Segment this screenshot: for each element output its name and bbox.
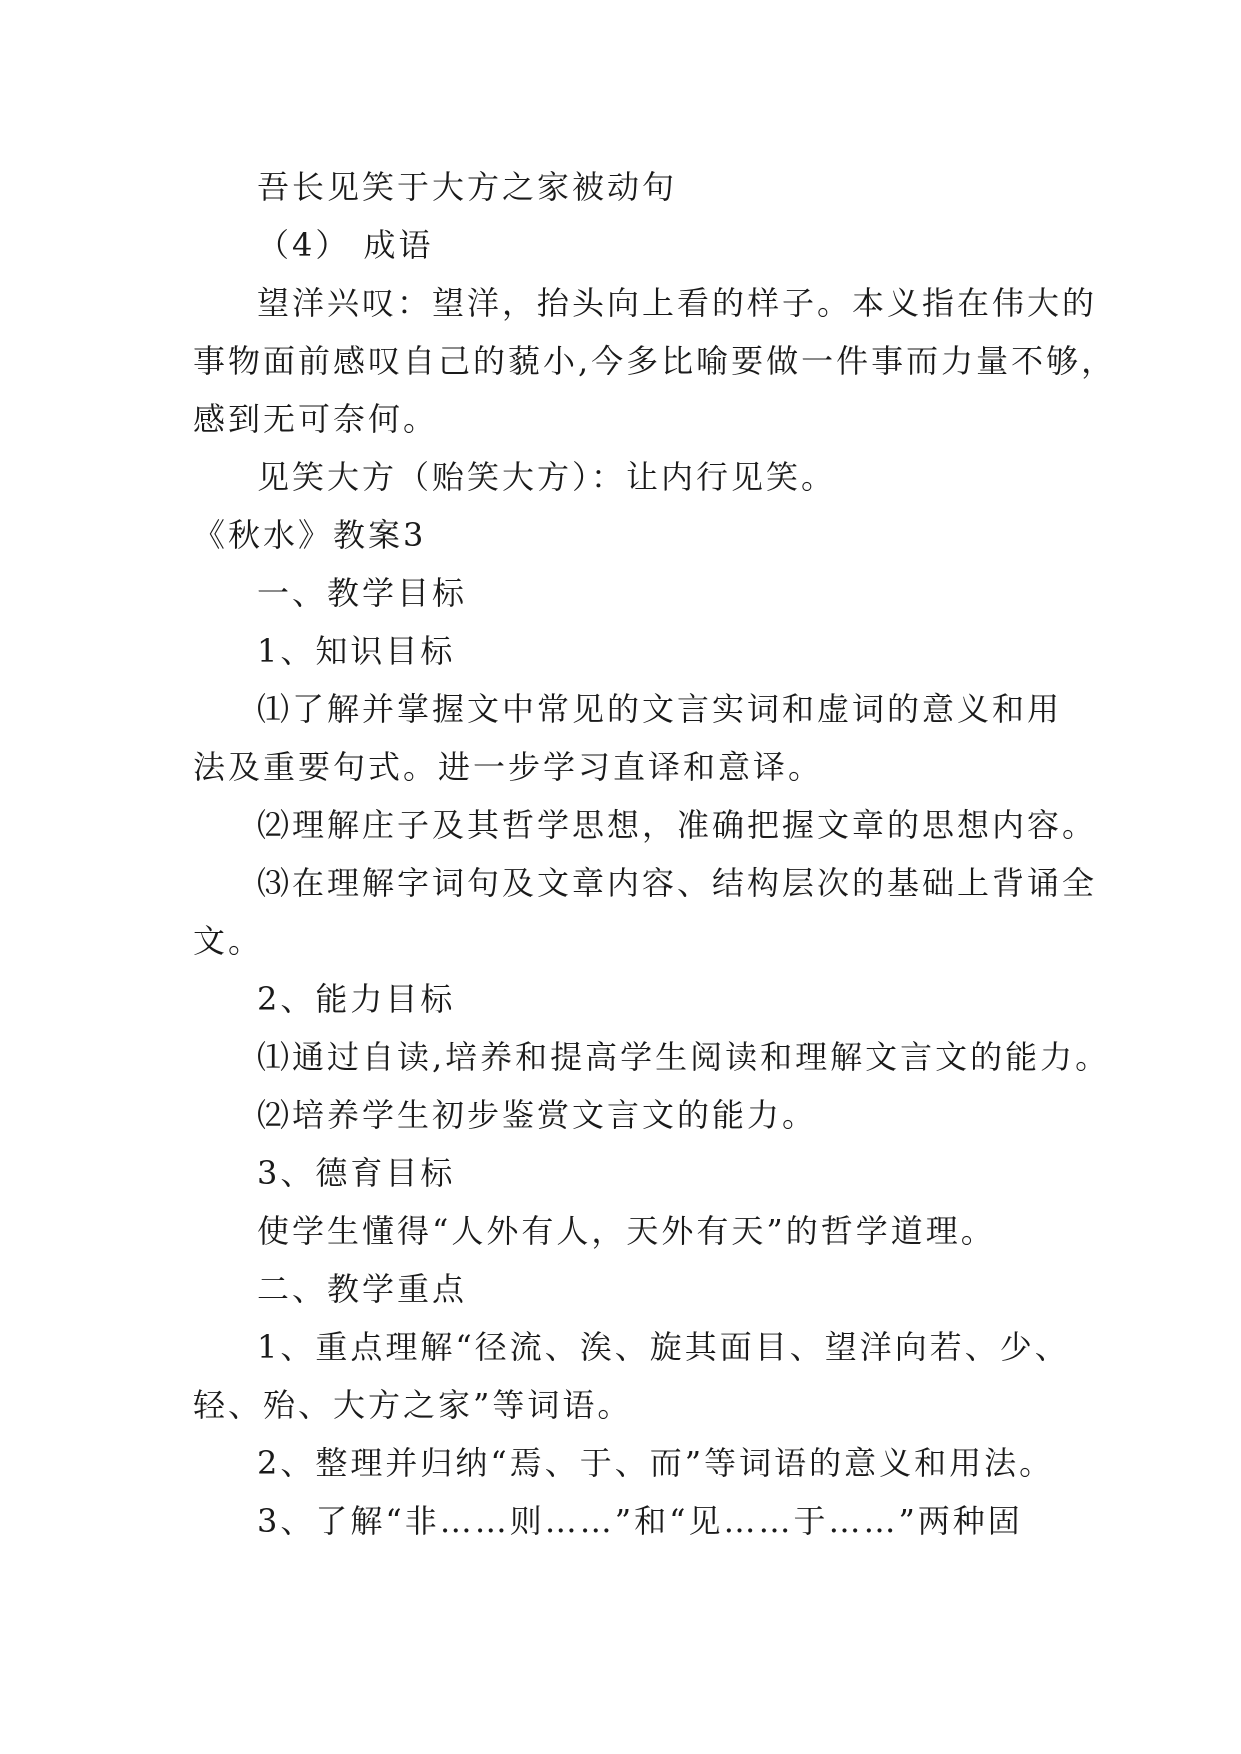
- section-title: 《秋水》教案3: [193, 516, 427, 554]
- text-line: 使学生懂得“人外有人，天外有天”的哲学道理。: [257, 1212, 996, 1250]
- subheading: 3、德育目标: [257, 1154, 456, 1192]
- text-line: 轻、殆、大方之家”等词语。: [193, 1386, 633, 1424]
- subheading: 1、知识目标: [257, 632, 456, 670]
- subheading: 2、能力目标: [257, 980, 456, 1018]
- text-line: ⑴了解并掌握文中常见的文言实词和虚词的意义和用: [257, 690, 1063, 728]
- text-line: 1、重点理解“径流、涘、旋其面目、望洋向若、少、: [257, 1328, 1070, 1366]
- text-line: （4） 成语: [257, 226, 434, 264]
- text-line: 3、了解“非……则……”和“见……于……”两种固: [257, 1502, 1023, 1540]
- heading: 二、教学重点: [257, 1270, 468, 1308]
- text-line: 感到无可奈何。: [193, 400, 439, 438]
- text-line: ⑴通过自读,培养和提高学生阅读和理解文言文的能力。: [257, 1038, 1111, 1076]
- text-line: 文。: [193, 922, 264, 960]
- heading: 一、教学目标: [257, 574, 468, 612]
- text-line: ⑵培养学生初步鉴赏文言文的能力。: [257, 1096, 818, 1134]
- text-line: 事物面前感叹自己的藐小,今多比喻要做一件事而力量不够，: [193, 342, 1117, 380]
- text-line: 望洋兴叹：望洋，抬头向上看的样子。本义指在伟大的: [257, 284, 1098, 322]
- text-line: ⑵理解庄子及其哲学思想，准确把握文章的思想内容。: [257, 806, 1098, 844]
- text-line: ⑶在理解字词句及文章内容、结构层次的基础上背诵全: [257, 864, 1098, 902]
- text-line: 2、整理并归纳“焉、于、而”等词语的意义和用法。: [257, 1444, 1055, 1482]
- text-line: 吾长见笑于大方之家被动句: [257, 168, 678, 206]
- text-line: 法及重要句式。进一步学习直译和意译。: [193, 748, 824, 786]
- text-line: 见笑大方（贻笑大方）：让内行见笑。: [257, 458, 837, 496]
